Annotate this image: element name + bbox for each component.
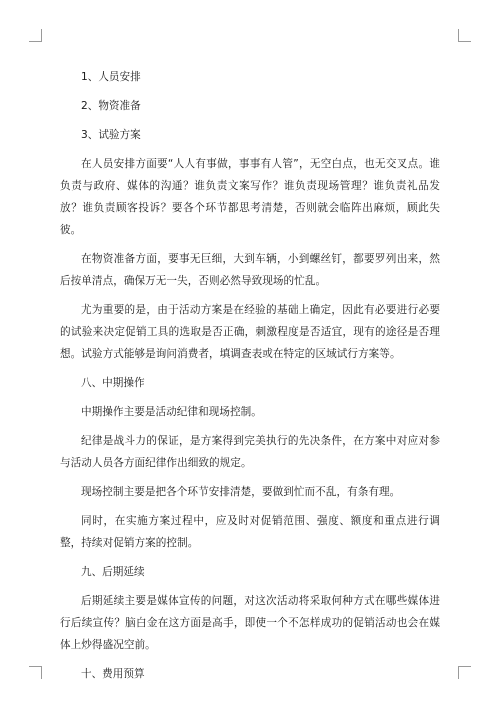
paragraph-follow-up: 后期延续主要是媒体宣传的问题，对这次活动将采取何种方式在哪些媒体进行后续宣传？脑白金在这方面是高手，即使一个不怎样成功的促销活动也会在媒体上炒得盛况空前。 (60, 595, 440, 651)
paragraph-personnel: 在人员安排方面要“人人有事做，事事有人管”，无空白点，也无交叉点。谁负责与政府、媒体的沟通？谁负责文案写作？谁负责现场管理？谁负责礼品发放？谁负责顾客投诉？要各个环节都思考清楚，否则就会临阵出麻烦，顾此失彼。 (60, 158, 440, 236)
heading-mid-term: 八、中期操作 (81, 377, 145, 389)
paragraph-mid-term-summary: 中期操作主要是活动纪律和现场控制。 (81, 406, 262, 418)
heading-materials: 2、物资准备 (81, 100, 141, 112)
heading-trial-plan: 3、试验方案 (81, 129, 141, 141)
crop-mark-top-left (29, 29, 42, 42)
paragraph-adjustment: 同时，在实施方案过程中，应及时对促销范围、强度、额度和重点进行调整，持续对促销方案的控制。 (60, 515, 440, 549)
heading-follow-up: 九、后期延续 (81, 566, 145, 578)
crop-mark-bottom-left (29, 666, 42, 679)
document-body (60, 66, 440, 692)
paragraph-trial: 尤为重要的是，由于活动方案是在经验的基础上确定，因此有必要进行必要的试验来决定促销工具的选取是否正确，刺激程度是否适宜，现有的途径是否理想。试验方式能够是询问消费者，填调查表或在特定的区域试行方案等。 (60, 304, 440, 360)
heading-budget: 十、费用预算 (81, 668, 145, 680)
paragraph-site-control: 现场控制主要是把各个环节安排清楚，要做到忙而不乱，有条有理。 (81, 486, 401, 498)
paragraph-materials: 在物资准备方面，要事无巨细，大到车辆，小到螺丝钉，都要罗列出来，然后按单清点，确保万无一失，否则必然导致现场的忙乱。 (60, 253, 440, 287)
heading-personnel: 1、人员安排 (81, 71, 141, 83)
crop-mark-top-right (458, 29, 471, 42)
crop-mark-bottom-right (458, 666, 471, 679)
paragraph-discipline: 纪律是战斗力的保证，是方案得到完美执行的先决条件，在方案中对应对参与活动人员各方面纪律作出细致的规定。 (60, 435, 440, 469)
